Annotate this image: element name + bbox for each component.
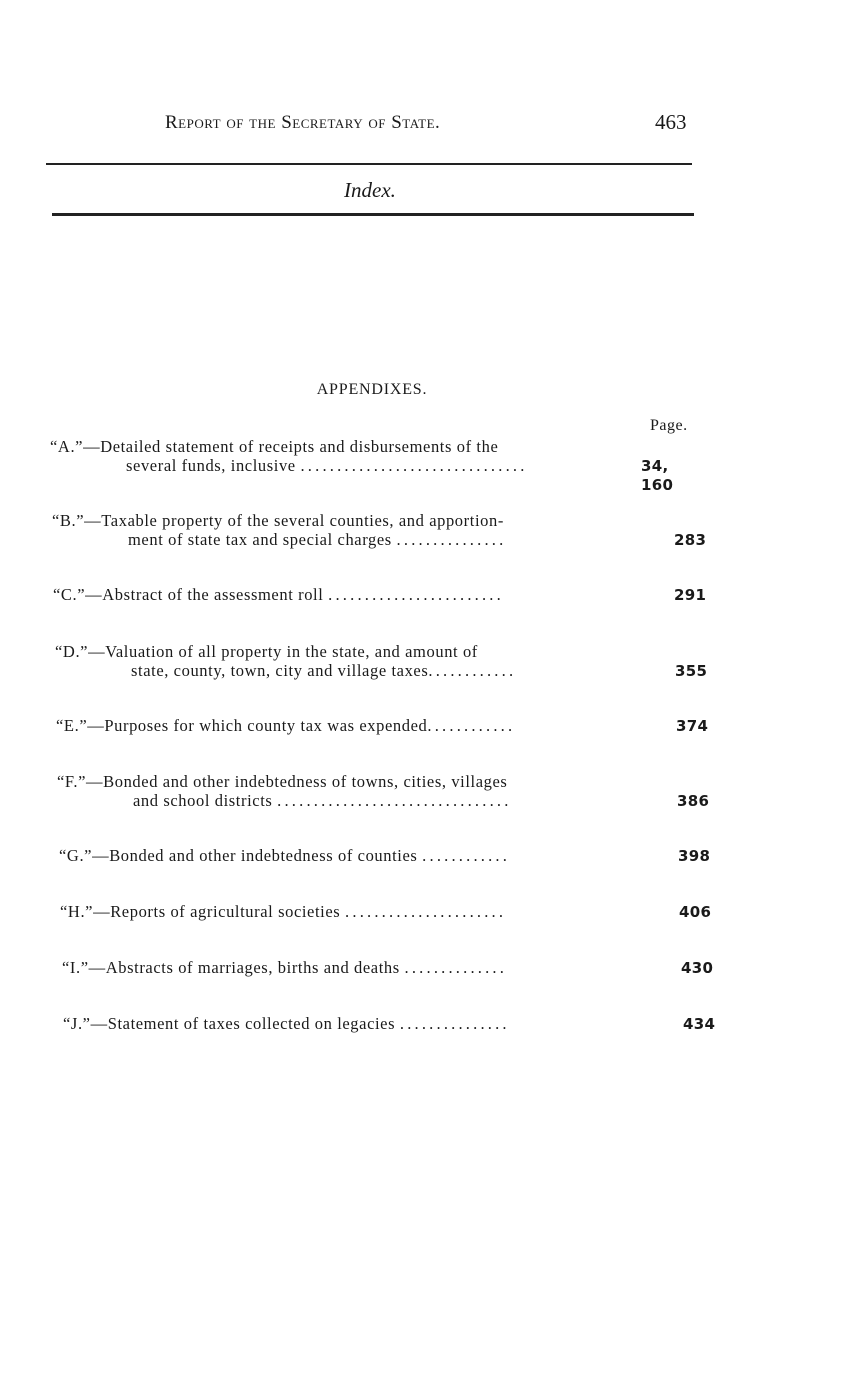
entry-text: “G.”—Bonded and other indebtedness of counties [59, 846, 418, 865]
index-entry [53, 585, 707, 604]
index-entry [55, 642, 708, 680]
entry-text: “A.”—Detailed statement of receipts and disbursements of the [50, 437, 499, 456]
entry-text: “C.”—Abstract of the assessment roll [53, 585, 324, 604]
entry-continuation [50, 456, 528, 475]
entry-text: “H.”—Reports of agricultural societies [60, 902, 341, 921]
entry-page: 406 [679, 903, 712, 921]
entry-text: “F.”—Bonded and other indebtedness of towns, cities, villages [57, 772, 508, 791]
entry-page: 386 [677, 792, 710, 810]
leader-dots: ........................ [328, 585, 504, 604]
entry-continuation [55, 661, 516, 680]
index-entry [59, 846, 711, 865]
leader-dots: ............... [399, 1014, 510, 1033]
running-title: Report of the Secretary of State. [165, 112, 441, 133]
index-entry [50, 437, 674, 494]
appendixes-heading: APPENDIXES. [316, 381, 428, 398]
leader-dots: ............ [428, 661, 517, 680]
entry-text: “E.”—Purposes for which county tax was expended [56, 716, 428, 735]
leader-dots: ............ [422, 846, 511, 865]
entry-text: “J.”—Statement of taxes collected on legacies [63, 1014, 396, 1033]
page-number: 463 [655, 110, 687, 134]
entry-page: 434 [683, 1015, 716, 1033]
entry-continuation [57, 791, 512, 810]
entry-text: “D.”—Valuation of all property in the state, and amount of [55, 642, 478, 661]
entry-text-continued: several funds, inclusive [126, 456, 296, 475]
index-entry [52, 511, 707, 549]
entry-page: 291 [674, 586, 707, 604]
leader-dots: ...................... [345, 902, 507, 921]
leader-dots: ............... [396, 530, 507, 549]
entry-continuation [52, 530, 506, 549]
entry-page: 355 [675, 662, 708, 680]
entry-text: “I.”—Abstracts of marriages, births and deaths [62, 958, 400, 977]
page-column-label: Page. [650, 417, 688, 434]
entry-text: “B.”—Taxable property of the several counties, and apportion- [52, 511, 504, 530]
entry-page: 374 [676, 717, 709, 735]
section-label: Index. [344, 178, 396, 202]
leader-dots: ............ [427, 716, 516, 735]
entry-text-continued: ment of state tax and special charges [128, 530, 392, 549]
leader-dots: ............................... [300, 456, 528, 475]
leader-dots: .............. [404, 958, 508, 977]
leader-dots: ................................ [277, 791, 512, 810]
entry-text-continued: and school districts [133, 791, 273, 810]
entry-page: 283 [674, 531, 707, 549]
entry-page: 430 [681, 959, 714, 977]
header-rule [46, 163, 692, 165]
index-entry [62, 958, 714, 977]
entry-text-continued: state, county, town, city and village taxes [131, 661, 429, 680]
index-entry [56, 716, 709, 735]
index-entry [60, 902, 712, 921]
entry-page: 398 [678, 847, 711, 865]
section-rule [52, 213, 694, 216]
index-entry [63, 1014, 716, 1033]
index-entry [57, 772, 710, 810]
entry-page: 34, 160 [641, 457, 674, 494]
